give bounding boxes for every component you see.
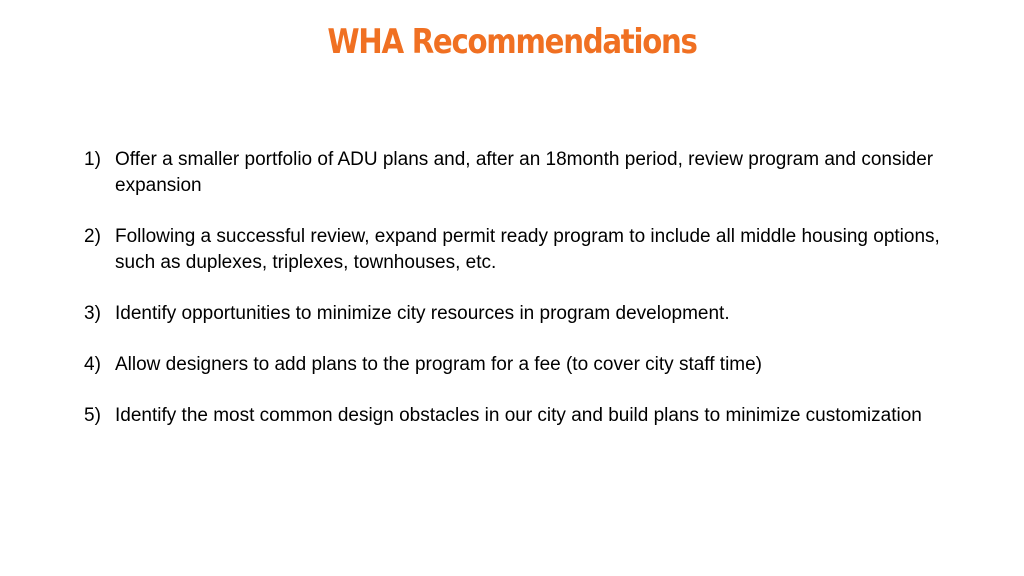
list-item-number: 2) — [84, 226, 101, 247]
list-item-text: Identify the most common design obstacles in our city and build plans to minimize customization — [115, 405, 922, 426]
list-item — [84, 224, 944, 276]
slide-title: WHA Recommendations — [327, 22, 697, 62]
list-item — [84, 301, 944, 327]
recommendations-list — [84, 147, 944, 454]
list-item-number: 5) — [84, 405, 101, 426]
list-item — [84, 403, 944, 429]
list-item — [84, 147, 944, 199]
list-item-text: Offer a smaller portfolio of ADU plans and, after an 18month period, review program and consider expansion — [115, 149, 934, 196]
list-item — [84, 352, 944, 378]
list-item-number: 1) — [84, 149, 101, 170]
list-item-number: 4) — [84, 354, 101, 375]
list-item-text: Following a successful review, expand permit ready program to include all middle housing options, such as duplexes, triplexes, townhouses, etc. — [115, 226, 940, 273]
list-item-text: Allow designers to add plans to the program for a fee (to cover city staff time) — [115, 354, 763, 375]
list-item-text: Identify opportunities to minimize city resources in program development. — [115, 303, 730, 324]
list-item-number: 3) — [84, 303, 101, 324]
